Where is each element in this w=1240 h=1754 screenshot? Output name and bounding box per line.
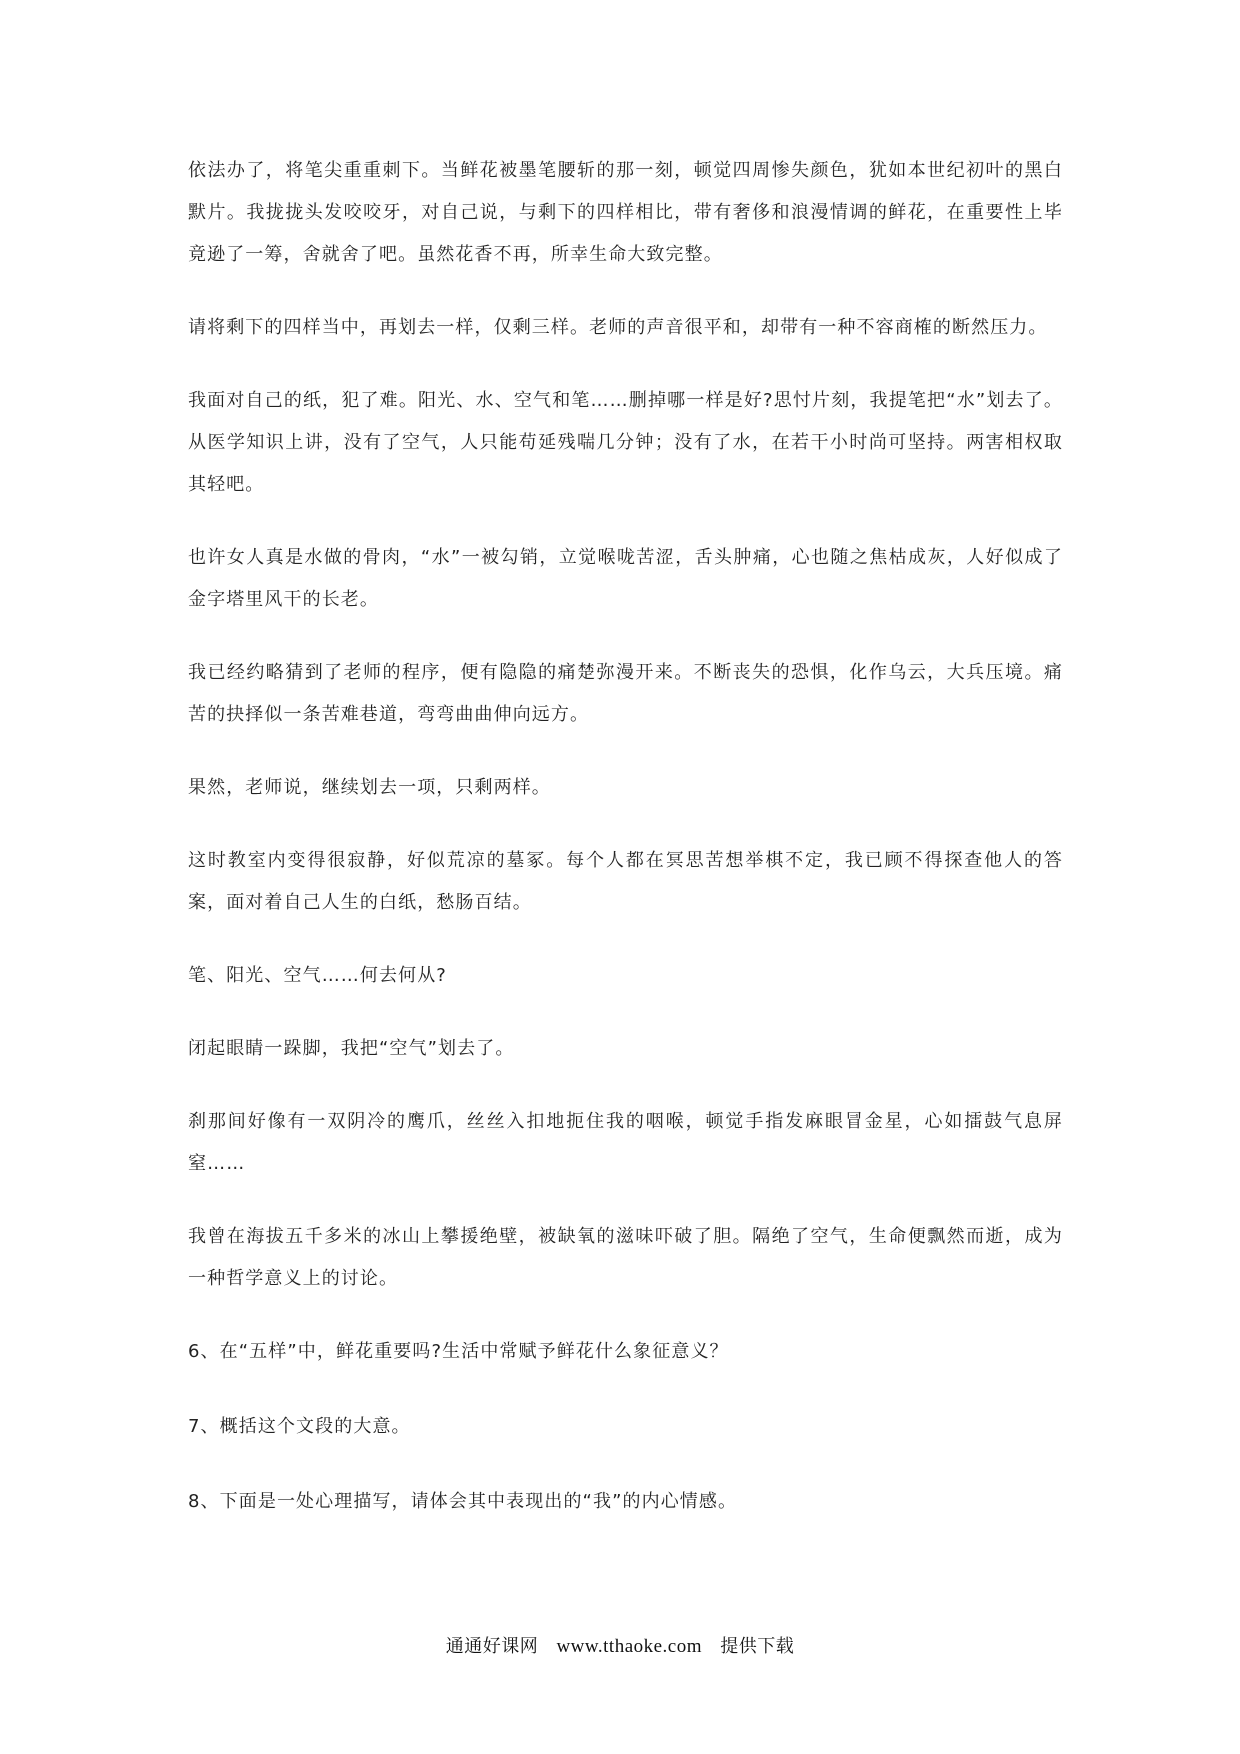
question-7: 7、概括这个文段的大意。 [188,1416,411,1437]
paragraph-3: 我面对自己的纸，犯了难。阳光、水、空气和笔……删掉哪一样是好?思忖片刻，我提笔把“水”划去了。从医学知识上讲，没有了空气，人只能苟延残喘几分钟；没有了水，在若干小时尚可坚持。两害相权取其轻吧。 [188,390,1063,495]
paragraph-8: 笔、阳光、空气……何去何从? [188,965,447,986]
question-8: 8、下面是一处心理描写，请体会其中表现出的“我”的内心情感。 [188,1491,738,1512]
paragraph-6: 果然，老师说，继续划去一项，只剩两样。 [188,777,551,798]
paragraph-9: 闭起眼睛一跺脚，我把“空气”划去了。 [188,1038,515,1059]
paragraph-5: 我已经约略猜到了老师的程序，便有隐隐的痛楚弥漫开来。不断丧失的恐惧，化作乌云，大兵压境。痛苦的抉择似一条苦难巷道，弯弯曲曲伸向远方。 [188,662,1063,725]
paragraph-7: 这时教室内变得很寂静，好似荒凉的墓冢。每个人都在冥思苦想举棋不定，我已顾不得探查他人的答案，面对着自己人生的白纸，愁肠百结。 [188,850,1063,913]
paragraph-1: 依法办了，将笔尖重重刺下。当鲜花被墨笔腰斩的那一刻，顿觉四周惨失颜色，犹如本世纪初叶的黑白默片。我拢拢头发咬咬牙，对自己说，与剩下的四样相比，带有奢侈和浪漫情调的鲜花，在重要性上毕竟逊了一筹，舍就舍了吧。虽然花香不再，所幸生命大致完整。 [188,160,1063,265]
page-footer [0,1632,1240,1658]
paragraph-2: 请将剩下的四样当中，再划去一样，仅剩三样。老师的声音很平和，却带有一种不容商榷的断然压力。 [188,317,1048,338]
footer-download-text: 提供下载 [720,1636,795,1657]
question-6: 6、在“五样”中，鲜花重要吗?生活中常赋予鲜花什么象征意义？ [188,1341,729,1362]
paragraph-10: 刹那间好像有一双阴冷的鹰爪，丝丝入扣地扼住我的咽喉，顿觉手指发麻眼冒金星，心如擂鼓气息屏窒…… [188,1111,1063,1174]
footer-url-link[interactable]: www.tthaoke.com [556,1636,703,1657]
document-body [188,150,1063,1556]
paragraph-11: 我曾在海拔五千多米的冰山上攀援绝壁，被缺氧的滋味吓破了胆。隔绝了空气，生命便飘然而逝，成为一种哲学意义上的讨论。 [188,1226,1063,1289]
paragraph-4: 也许女人真是水做的骨肉，“水”一被勾销，立觉喉咙苦涩，舌头肿痛，心也随之焦枯成灰，人好似成了金字塔里风干的长老。 [188,547,1063,610]
footer-site-name: 通通好课网 [445,1636,539,1657]
